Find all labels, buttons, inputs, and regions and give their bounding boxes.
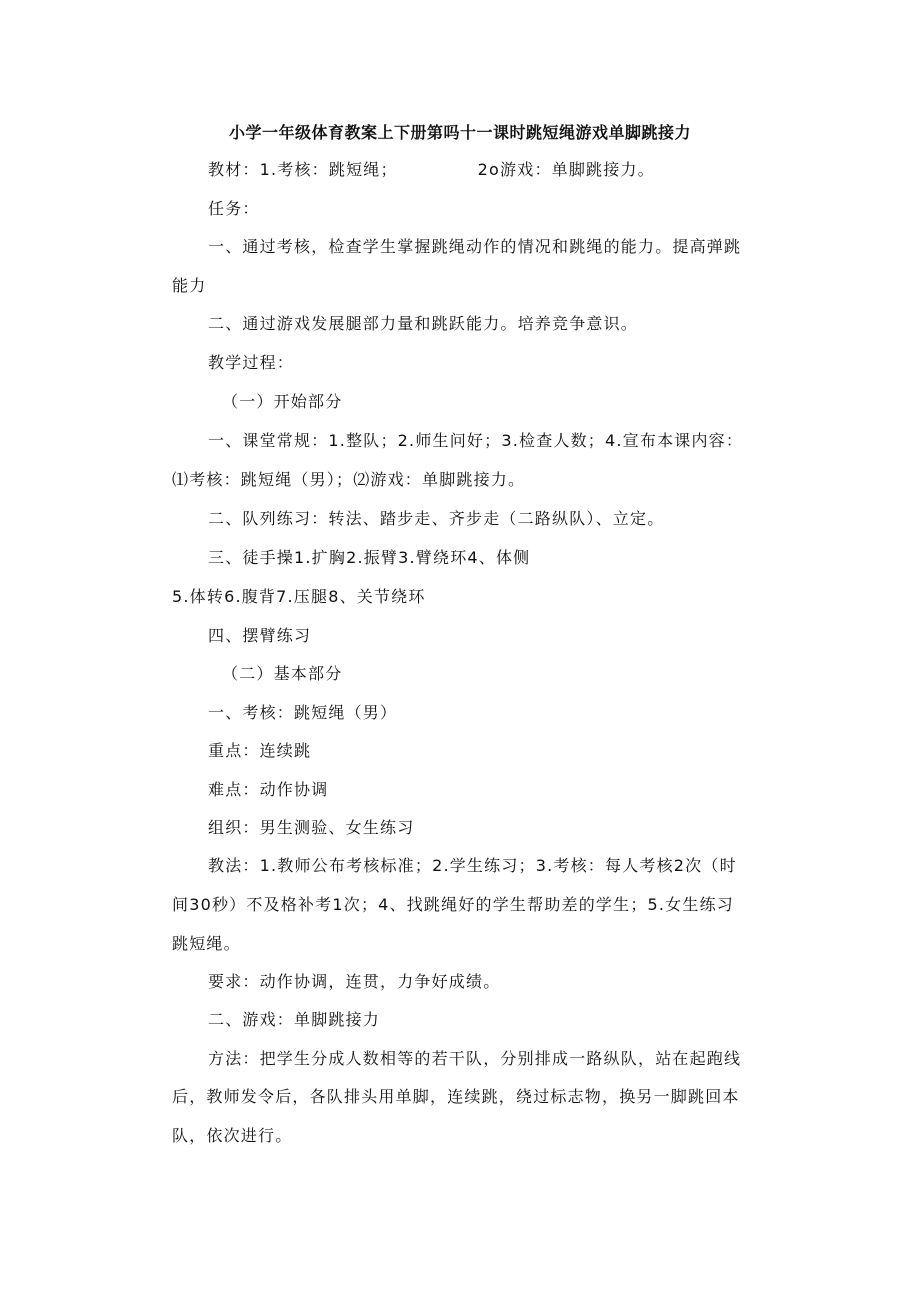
method-line1: 教法：1.教师公布考核标准；2.学生练习；3.考核：每人考核2次（时 <box>208 856 737 875</box>
formation-line: 二、队列练习：转法、踏步走、齐步走（二路纵队）、立定。 <box>208 509 665 528</box>
materials-part2: 2o游戏：单脚跳接力。 <box>477 160 655 179</box>
difficulty-line: 难点：动作协调 <box>208 780 329 799</box>
method-line2: 间30秒）不及格补考1次；4、找跳绳好的学生帮助差的学生；5.女生练习 <box>172 895 734 914</box>
section2-heading: （二）基本部分 <box>222 664 343 683</box>
task1-line2: 能力 <box>172 276 207 295</box>
exercise-line1: 三、徒手操1.扩胸2.振臂3.臂绕环4、体侧 <box>208 548 531 567</box>
arm-swing-line: 四、摆臂练习 <box>208 626 312 645</box>
task1-line1: 一、通过考核，检查学生掌握跳绳动作的情况和跳绳的能力。提高弹跳 <box>208 237 742 256</box>
section1-heading: （一）开始部分 <box>222 392 343 411</box>
game-method-line3: 队，依次进行。 <box>172 1126 293 1145</box>
task2: 二、通过游戏发展腿部力量和跳跃能力。培养竞争意识。 <box>208 314 639 333</box>
materials-part1: 教材：1.考核：跳短绳； <box>208 160 398 179</box>
game-method-line1: 方法：把学生分成人数相等的若干队，分别排成一路纵队，站在起跑线 <box>208 1049 742 1068</box>
method-line3: 跳短绳。 <box>172 934 241 953</box>
process-heading: 教学过程： <box>208 353 295 372</box>
organization-line: 组织：男生测验、女生练习 <box>208 818 415 837</box>
exercise-line2: 5.体转6.腹背7.压腿8、关节绕环 <box>172 587 426 606</box>
materials-line <box>208 160 655 180</box>
assessment-line: 一、考核：跳短绳（男） <box>208 703 398 722</box>
routine-line2: ⑴考核：跳短绳（男）；⑵游戏：单脚跳接力。 <box>172 470 526 489</box>
key-point-line: 重点：连续跳 <box>208 741 312 760</box>
routine-line1: 一、课堂常规：1.整队；2.师生问好；3.检查人数；4.宣布本课内容： <box>208 431 744 450</box>
game-line: 二、游戏：单脚跳接力 <box>208 1010 381 1029</box>
tasks-heading: 任务： <box>208 199 260 218</box>
game-method-line2: 后，教师发令后，各队排头用单脚，连续跳，绕过标志物，换另一脚跳回本 <box>172 1087 740 1106</box>
document-title: 小学一年级体育教案上下册第吗十一课时跳短绳游戏单脚跳接力 <box>228 123 691 142</box>
requirement-line: 要求：动作协调，连贯，力争好成绩。 <box>208 972 501 991</box>
